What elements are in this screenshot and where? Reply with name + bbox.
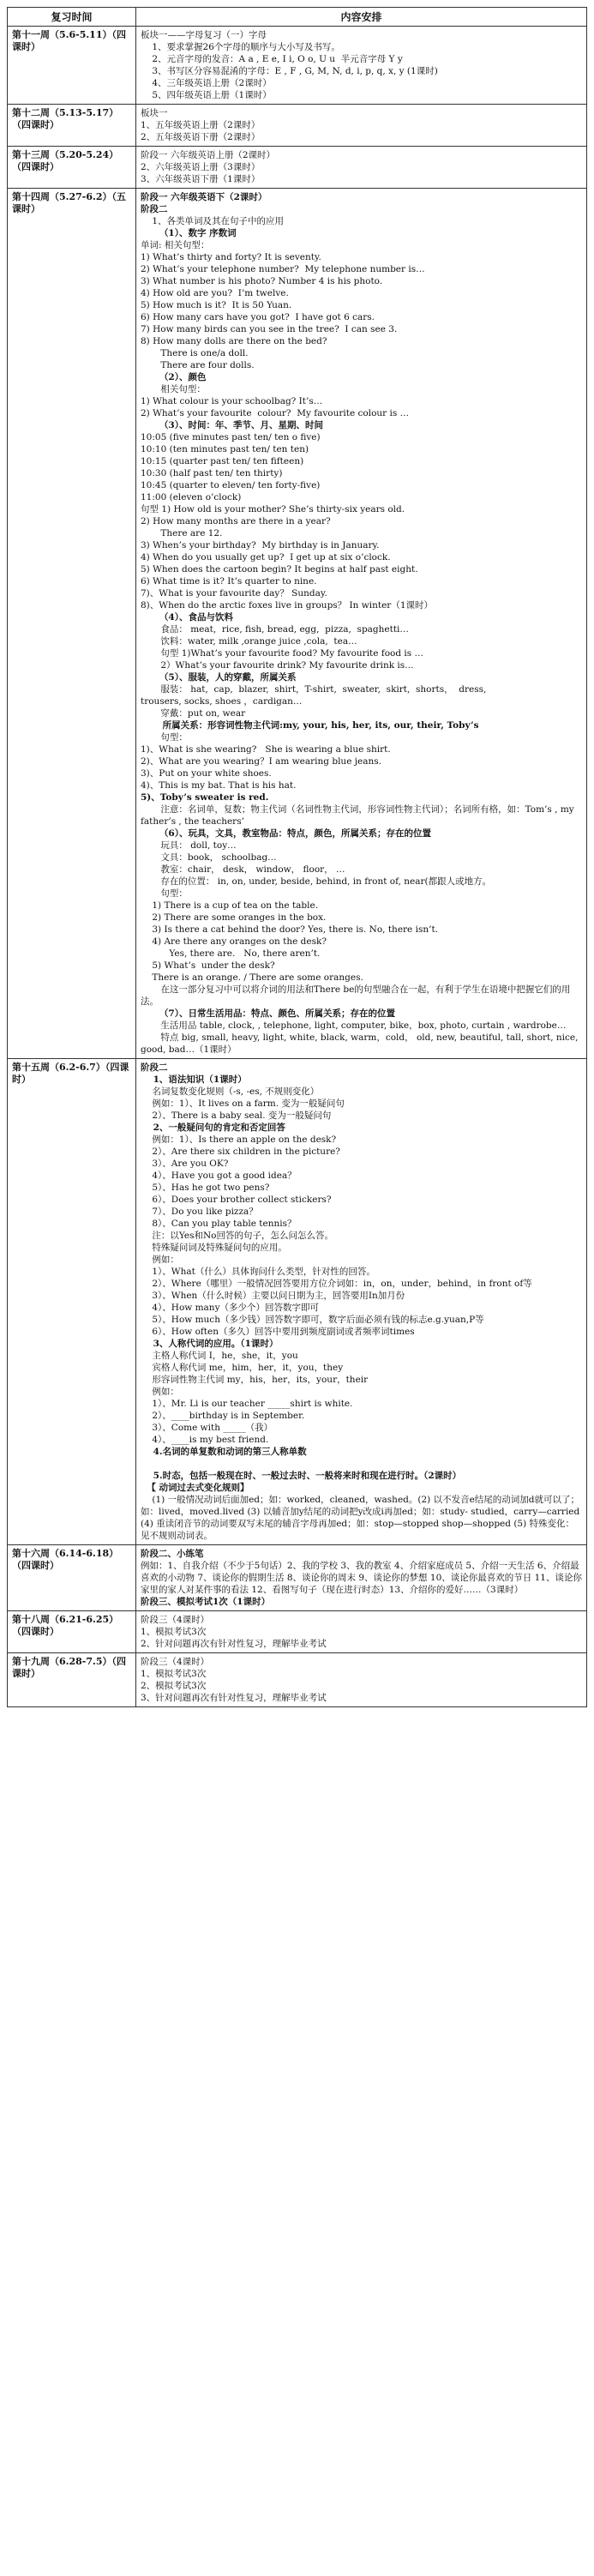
week-time-cell: 第十四周（5.27-6.2）（五课时）	[8, 189, 136, 1059]
content-line: 【 动词过去式变化规则】	[141, 1483, 249, 1493]
content-line: （1）、数字 序数词	[141, 228, 237, 238]
content-line: 5) How much is it? It is 50 Yuan.	[141, 300, 292, 310]
content-line: 3) What number is his photo? Number 4 is his photo.	[141, 276, 383, 286]
content-line: 2、一般疑问句的肯定和否定回答	[141, 1122, 285, 1133]
content-line: 1) What colour is your schoolbag? It’s…	[141, 396, 323, 406]
content-line: 10:30 (half past ten/ ten thirty)	[141, 468, 283, 478]
content-line: 2、模拟考试3次	[141, 1681, 207, 1691]
content-line: 阶段二、小练笔	[141, 1549, 204, 1559]
week-row	[8, 189, 587, 1059]
content-line: （3）、时间：年、季节、月、星期、时间	[141, 420, 323, 430]
content-line: 句型 1) How old is your mother? She’s thirty-six years old.	[141, 504, 405, 515]
table-header-row	[8, 8, 587, 27]
header-content-plan: 内容安排	[136, 8, 587, 27]
week-content-cell	[136, 1611, 587, 1653]
week-content-cell	[136, 105, 587, 147]
content-line: 名词复数变化规则（-s, -es, 不规则变化）	[141, 1086, 320, 1097]
content-line: 3、人称代词的应用。（1课时）	[141, 1339, 279, 1349]
content-line: 主格人称代词 I，he，she，it，you	[141, 1351, 298, 1361]
content-line: 服装： hat, cap, blazer, shirt，T-shirt, sweater, skirt, shorts， dress,	[141, 684, 487, 695]
content-line: 阶段二	[141, 204, 168, 214]
week-content-cell	[136, 1059, 587, 1545]
content-line: There are four dolls.	[141, 360, 255, 370]
content-line: 3、针对问题再次有针对性复习，理解毕业考试	[141, 1693, 327, 1703]
content-line: 文具：book， schoolbag…	[141, 852, 277, 863]
content-line: （6）、玩具，文具，教室物品：特点，颜色，所属关系；存在的位置	[141, 828, 431, 839]
content-line: 阶段三（4课时）	[141, 1657, 210, 1667]
content-line: 食品： meat, rice, fish, bread, egg, pizza, spaghetti…	[141, 624, 409, 635]
table-body	[8, 27, 587, 1707]
content-line: 句型：	[141, 888, 188, 899]
content-line: 1)、What is she wearing? She is wearing a blue shirt.	[141, 744, 391, 755]
content-line: 阶段三（4课时）	[141, 1615, 210, 1625]
content-line: 7)、What is your favourite day？ Sunday.	[141, 588, 327, 599]
content-line: 4)、This is my bat. That is his hat.	[141, 780, 297, 791]
content-line: 1）、What（什么）具体询问什么类型，针对性的回答。	[141, 1267, 375, 1277]
content-line: 2、六年级英语上册（3课时）	[141, 162, 261, 172]
week-content-cell	[136, 147, 587, 189]
content-line: 所属关系：形容词性物主代词:my, your, his, her, its, our, their, Toby’s	[141, 720, 479, 731]
content-line: 注：以Yes和No回答的句子，怎么问怎么答。	[141, 1231, 333, 1241]
content-line: 生活用品 table, clock, , telephone, light, computer, bike，box, photo, curtain , wardrobe…	[141, 1020, 567, 1031]
content-line: 例如：1）、It lives on a farm. 变为一般疑问句	[141, 1098, 345, 1109]
content-line: 7）、Do you like pizza？	[141, 1207, 258, 1217]
content-line: 3）、When（什么时候）主要以问日期为主，回答要用In加月份	[141, 1291, 405, 1301]
week-time-cell: 第十六周（6.14-6.18）（四课时）	[8, 1545, 136, 1611]
content-line: 4) Are there any oranges on the desk?	[141, 936, 327, 947]
content-line: 10:15 (quarter past ten/ ten fifteen)	[141, 456, 304, 466]
content-line: 2) How many months are there in a year?	[141, 516, 331, 527]
week-row	[8, 1611, 587, 1653]
content-line: There is an orange. / There are some oranges.	[141, 972, 363, 983]
content-line: Yes, there are. No, there aren’t.	[141, 948, 321, 959]
week-content-cell	[136, 1545, 587, 1611]
week-content-cell	[136, 27, 587, 105]
content-line: 1) There is a cup of tea on the table.	[141, 900, 319, 911]
content-line: 6) What time is it? It’s quarter to nine.	[141, 576, 317, 587]
content-line: 8) How many dolls are there on the bed?	[141, 336, 327, 346]
content-line: 2) What’s your favourite colour? My favourite colour is …	[141, 408, 410, 418]
content-line: 5）、Has he got two pens?	[141, 1183, 270, 1193]
content-line: 单词: 相关句型：	[141, 240, 210, 250]
week-content-cell	[136, 1653, 587, 1707]
content-line: There are 12.	[141, 528, 223, 539]
content-line: 4）、How many（多少个）回答数字即可	[141, 1303, 320, 1313]
content-line: 3) When’s your birthday? My birthday is in January.	[141, 540, 380, 551]
content-line: 6）、How often（多久）回答中要用到频度副词或者频率词times	[141, 1327, 415, 1337]
week-time-cell: 第十二周（5.13-5.17）（四课时）	[8, 105, 136, 147]
content-line: 阶段一 六年级英语下（2课时）	[141, 192, 267, 202]
content-line: 3、书写区分容易混淆的字母：E , F , G, M, N, d, i, p, q, x, y (1课时)	[141, 66, 438, 76]
content-line: 板块一——字母复习（一）字母	[141, 30, 267, 40]
week-row	[8, 1545, 587, 1611]
review-plan-table	[7, 7, 587, 1707]
content-line: 4）、Have you got a good idea？	[141, 1171, 297, 1181]
blank-line	[141, 1458, 582, 1470]
content-line: 2）、Are there six children in the picture?	[141, 1147, 340, 1157]
content-line: 阶段一 六年级英语上册（2课时）	[141, 150, 276, 160]
week-time-cell: 第十九周（6.28-7.5）（四课时）	[8, 1653, 136, 1707]
content-line: 11:00 (eleven o’clock)	[141, 492, 242, 503]
content-line: 句型：	[141, 732, 188, 743]
content-line: 相关句型：	[141, 384, 206, 394]
content-line: 5.时态，包括一般现在时、一般过去时、一般将来时和现在进行时。（2课时）	[141, 1471, 462, 1481]
week-row	[8, 27, 587, 105]
content-line: 3) Is there a cat behind the door? Yes, there is. No, there isn’t.	[141, 924, 439, 935]
content-line: 3）、Are you OK?	[141, 1159, 229, 1169]
content-line: 2、针对问题再次有针对性复习，理解毕业考试	[141, 1639, 327, 1649]
content-line: 2）、____birthday is in September.	[141, 1411, 305, 1421]
content-line: 1、模拟考试3次	[141, 1669, 207, 1679]
content-line: 2、元音字母的发音：A a , E e, I i, O o, U u 半元音字母 Y y	[141, 54, 403, 64]
content-line: 例如：1）、Is there an apple on the desk?	[141, 1135, 337, 1145]
content-line: 2、五年级英语下册（2课时）	[141, 132, 261, 142]
content-line: 1) What’s thirty and forty? It is seventy.	[141, 252, 321, 262]
content-line: 2)、What are you wearing？I am wearing blue jeans.	[141, 756, 381, 767]
content-line: 1、语法知识（1课时）	[141, 1074, 247, 1085]
content-line: 例如：	[141, 1387, 179, 1397]
week-time-cell: 第十五周（6.2-6.7）（四课时）	[8, 1059, 136, 1545]
content-line: 板块一	[141, 108, 168, 118]
content-line: 10:45 (quarter to eleven/ ten forty-five)	[141, 480, 321, 491]
content-line: （5）、服装，人的穿戴，所属关系	[141, 672, 297, 683]
content-line: 6) How many cars have you got? I have got 6 cars.	[141, 312, 375, 322]
content-line: (1) 一般情况动词后面加ed；如：worked，cleaned，washed。(2) 以不发音e结尾的动词加d就可以了；如：lived，moved.lived (3) 以辅音加y结尾的动词把y改成i再加ed；如：study- studied，carry—carried (4) 重读闭音节的动词要双写末尾的辅音字母再加ed；如：stop—stopped shop—shopped (5) 特殊变化：见不规则动词表。	[141, 1495, 583, 1541]
content-line: 在这一部分复习中可以将介词的用法和There be的句型融合在一起，有利于学生在语境中把握它们的用法。	[141, 984, 571, 1007]
content-line: 6）、Does your brother collect stickers?	[141, 1195, 332, 1205]
content-line: （4）、食品与饮料	[141, 612, 233, 623]
content-line: 1）、Mr. Li is our teacher _____shirt is white.	[141, 1399, 353, 1409]
content-line: 3、六年级英语下册（1课时）	[141, 174, 261, 184]
header-review-time: 复习时间	[8, 8, 136, 27]
content-line: 2) There are some oranges in the box.	[141, 912, 327, 923]
content-line: trousers, socks, shoes ，cardigan…	[141, 696, 303, 707]
week-row	[8, 1653, 587, 1707]
content-line: 4) How old are you? I’m twelve.	[141, 288, 289, 298]
content-line: 1、各类单词及其在句子中的应用	[141, 216, 285, 226]
content-line: 8)、When do the arctic foxes live in groups？ In winter（1课时）	[141, 600, 434, 611]
content-line: 饮料：water, milk ,orange juice ,cola, tea…	[141, 636, 357, 647]
week-time-cell: 第十八周（6.21-6.25）（四课时）	[8, 1611, 136, 1653]
content-line: 1、要求掌握26个字母的顺序与大小写及书写。	[141, 42, 340, 52]
content-line: 教室：chair， desk， window， floor， …	[141, 864, 345, 875]
week-row	[8, 105, 587, 147]
content-line: 2）、There is a baby seal. 变为一般疑问句	[141, 1110, 332, 1121]
content-line: 2) What’s your telephone number? My telephone number is…	[141, 264, 425, 274]
content-line: 注意：名词单，复数；物主代词（名词性物主代词，形容词性物主代词）；名词所有格，如：Tom’s , my father’s , the teachers’	[141, 804, 578, 827]
content-line: （2）、颜色	[141, 372, 207, 382]
content-line: 穿戴：put on, wear	[141, 708, 246, 719]
content-line: 4、三年级英语上册（2课时）	[141, 78, 272, 88]
content-line: 5、四年级英语上册（1课时）	[141, 90, 272, 100]
content-line: 2）What’s your favourite drink? My favourite drink is…	[141, 660, 414, 671]
content-line: 10:10 (ten minutes past ten/ ten ten)	[141, 444, 309, 454]
content-line: 3)、Put on your white shoes.	[141, 768, 272, 779]
content-line: 句型 1)What’s your favourite food? My favourite food is …	[141, 648, 423, 659]
content-line: 7) How many birds can you see in the tree? I can see 3.	[141, 324, 398, 334]
content-line: 5) What’s under the desk?	[141, 960, 275, 971]
content-line: 10:05 (five minutes past ten/ ten o five)	[141, 432, 321, 442]
content-line: 宾格人称代词 me，him，her，it，you，they	[141, 1363, 344, 1373]
content-line: 特点 big, small, heavy, light, white, black, warm，cold， old, new, beautiful, tall, short, nice, good, bad…（1课时）	[141, 1032, 581, 1055]
week-time-cell: 第十一周（5.6-5.11）（四课时）	[8, 27, 136, 105]
week-time-cell: 第十三周（5.20-5.24）（四课时）	[8, 147, 136, 189]
content-line: 4.名词的单复数和动词的第三人称单数	[141, 1447, 307, 1457]
review-plan-document	[7, 7, 586, 1707]
week-content-cell	[136, 189, 587, 1059]
content-line: 存在的位置： in, on, under, beside, behind, in front of, near(都跟人或地方。	[141, 876, 492, 887]
content-line: 1、五年级英语上册（2课时）	[141, 120, 261, 130]
content-line: 例如：	[141, 1255, 179, 1265]
content-line: 例如：1、自我介绍（不少于5句话）2、我的学校 3、我的教室 4、介绍家庭成员 5、介绍一天生活 6、介绍最喜欢的小动物 7、谈论你的假期生活 8、谈论你的周末 9、谈论你的梦想 10、谈论你最喜欢的节日 11、谈论你家里的家人对某件事的看法 12、看图写句子（现在进行时态）13、介绍你的爱好……（3课时）	[141, 1561, 582, 1595]
content-line: 1、模拟考试3次	[141, 1627, 207, 1637]
content-line: 玩具： doll, toy…	[141, 840, 237, 851]
content-line: （7）、日常生活用品：特点、颜色、所属关系；存在的位置	[141, 1008, 395, 1019]
content-line: 阶段二	[141, 1062, 168, 1073]
content-line: 8）、Can you play table tennis？	[141, 1219, 297, 1229]
content-line: 5）、How much（多少钱）回答数字即可，数字后面必须有钱的标志e.g.yuan,P等	[141, 1315, 484, 1325]
content-line: 形容词性物主代词 my，his，her，its，your，their	[141, 1375, 369, 1385]
content-line: 2）、Where（哪里）一般情况回答要用方位介词如：in，on，under，behind，in front of等	[141, 1279, 532, 1289]
content-line: There is one/a doll.	[141, 348, 249, 358]
content-line: 5) When does the cartoon begin? It begins at half past eight.	[141, 564, 418, 575]
content-line: 5)、Toby’s sweater is red.	[141, 792, 269, 803]
content-line: 阶段三、模拟考试1次（1课时）	[141, 1597, 271, 1607]
content-line: 4) When do you usually get up? I get up at six o’clock.	[141, 552, 391, 563]
content-line: 特殊疑问词及特殊疑问句的应用。	[141, 1243, 287, 1253]
week-row	[8, 1059, 587, 1545]
content-line: 4）、____is my best friend.	[141, 1435, 269, 1445]
week-row	[8, 147, 587, 189]
content-line: 3）、Come with _____（我）	[141, 1423, 273, 1433]
